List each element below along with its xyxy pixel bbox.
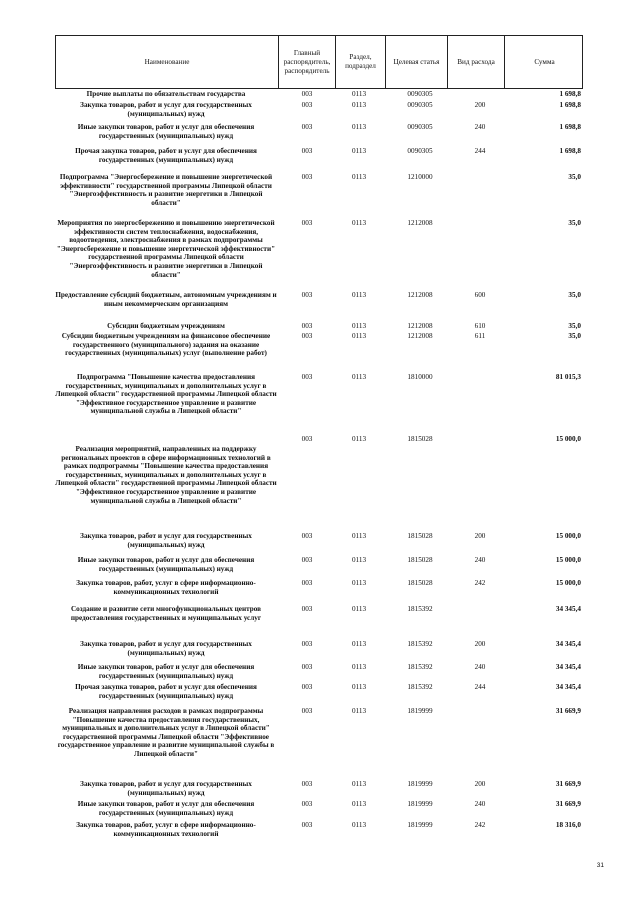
row-celevaya: 1819999 bbox=[407, 707, 433, 715]
row-celevaya: 1810000 bbox=[407, 373, 433, 381]
row-razdel: 0113 bbox=[351, 90, 367, 98]
row-sum: 34 345,4 bbox=[555, 663, 581, 671]
table-row bbox=[55, 821, 583, 841]
row-vid: 200 bbox=[474, 101, 486, 109]
table-row bbox=[55, 322, 583, 332]
row-celevaya: 0090305 bbox=[407, 101, 433, 109]
table-row bbox=[55, 683, 583, 707]
row-celevaya: 0090305 bbox=[407, 147, 433, 155]
row-name: Создание и развитие сети многофункциональных центров предоставления государственных и муниципальных услуг bbox=[70, 605, 262, 622]
row-sum: 34 345,4 bbox=[555, 605, 581, 613]
row-glavny: 003 bbox=[301, 683, 313, 691]
header-summa: Сумма bbox=[504, 36, 584, 88]
table-row bbox=[55, 173, 583, 219]
row-razdel: 0113 bbox=[351, 640, 367, 648]
row-sum: 35,0 bbox=[568, 322, 581, 330]
row-sum: 31 669,9 bbox=[555, 780, 581, 788]
row-celevaya: 1212008 bbox=[407, 332, 433, 340]
row-celevaya: 0090305 bbox=[407, 90, 433, 98]
row-vid: 200 bbox=[474, 532, 486, 540]
row-sum: 81 015,3 bbox=[555, 373, 581, 381]
row-celevaya: 1210000 bbox=[407, 173, 433, 181]
row-glavny: 003 bbox=[301, 780, 313, 788]
row-celevaya: 1815392 bbox=[407, 640, 433, 648]
header-vid: Вид расхода bbox=[447, 36, 504, 88]
row-razdel: 0113 bbox=[351, 707, 367, 715]
row-name: Иные закупки товаров, работ и услуг для обеспечения государственных (муниципальных) нужд bbox=[77, 556, 255, 573]
row-glavny: 003 bbox=[301, 707, 313, 715]
row-vid: 244 bbox=[474, 147, 486, 155]
row-razdel: 0113 bbox=[351, 332, 367, 340]
row-celevaya: 1815028 bbox=[407, 435, 433, 443]
row-name: Реализация направления расходов в рамках подпрограммы "Повышение качества предоставления государственных, муниципальных и дополнительных услуг в Липецкой области" государственной программы Липецкой области "Эффективное государственное управление и развитие муниципальной службы в Липецкой области" bbox=[57, 707, 275, 758]
row-razdel: 0113 bbox=[351, 291, 367, 299]
row-razdel: 0113 bbox=[351, 532, 367, 540]
row-vid: 611 bbox=[474, 332, 486, 340]
row-razdel: 0113 bbox=[351, 579, 367, 587]
table-row bbox=[55, 332, 583, 373]
table-row bbox=[55, 780, 583, 800]
row-glavny: 003 bbox=[301, 579, 313, 587]
row-glavny: 003 bbox=[301, 332, 313, 340]
row-razdel: 0113 bbox=[351, 683, 367, 691]
row-sum: 34 345,4 bbox=[555, 640, 581, 648]
row-name: Закупка товаров, работ и услуг для государственных (муниципальных) нужд bbox=[80, 532, 252, 549]
row-glavny: 003 bbox=[301, 435, 313, 443]
row-celevaya: 0090305 bbox=[407, 123, 433, 131]
row-razdel: 0113 bbox=[351, 373, 367, 381]
row-glavny: 003 bbox=[301, 800, 313, 808]
table-body bbox=[55, 90, 583, 841]
table-row bbox=[55, 90, 583, 101]
table-row bbox=[55, 605, 583, 640]
row-celevaya: 1819999 bbox=[407, 800, 433, 808]
row-razdel: 0113 bbox=[351, 821, 367, 829]
row-glavny: 003 bbox=[301, 532, 313, 540]
row-name: Иные закупки товаров, работ и услуг для обеспечения государственных (муниципальных) нужд bbox=[77, 123, 255, 140]
row-name: Прочая закупка товаров, работ и услуг для обеспечения государственных (муниципальных) нужд bbox=[75, 147, 257, 164]
row-glavny: 003 bbox=[301, 123, 313, 131]
row-name: Субсидии бюджетным учреждениям на финансовое обеспечение государственного (муниципального) задания на оказание государственных (муниципальных) услуг (выполнение работ) bbox=[61, 332, 271, 358]
row-glavny: 003 bbox=[301, 605, 313, 613]
row-razdel: 0113 bbox=[351, 147, 367, 155]
row-sum: 31 669,9 bbox=[555, 800, 581, 808]
row-celevaya: 1819999 bbox=[407, 821, 433, 829]
row-sum: 1 698,8 bbox=[559, 123, 581, 131]
row-name: Закупка товаров, работ и услуг для государственных (муниципальных) нужд bbox=[80, 780, 252, 797]
row-name: Мероприятия по энергосбережению и повышению энергетической эффективности систем теплоснабжения, водоснабжения, водоотведения, электроснабжения в рамках подпрограммы "Энергосбережение и повышение энергетической эффективности" государственной программы Липецкой области "Энергоэффективность и развитие энергетики в Липецкой области" bbox=[56, 219, 276, 279]
table-row bbox=[55, 101, 583, 123]
row-razdel: 0113 bbox=[351, 605, 367, 613]
row-vid: 240 bbox=[474, 663, 486, 671]
row-name: Закупка товаров, работ и услуг для государственных (муниципальных) нужд bbox=[80, 640, 252, 657]
row-glavny: 003 bbox=[301, 147, 313, 155]
row-celevaya: 1212008 bbox=[407, 219, 433, 227]
table-row bbox=[55, 663, 583, 683]
table-row bbox=[55, 219, 583, 291]
header-name: Наименование bbox=[144, 57, 190, 66]
row-vid: 200 bbox=[474, 640, 486, 648]
row-sum: 15 000,0 bbox=[555, 579, 581, 587]
header-celevaya: Целевая статья bbox=[385, 36, 447, 88]
row-razdel: 0113 bbox=[351, 173, 367, 181]
row-celevaya: 1212008 bbox=[407, 322, 433, 330]
row-sum: 1 698,8 bbox=[559, 147, 581, 155]
row-vid: 242 bbox=[474, 579, 486, 587]
row-razdel: 0113 bbox=[351, 556, 367, 564]
row-razdel: 0113 bbox=[351, 800, 367, 808]
row-name: Реализация мероприятий, направленных на поддержку региональных проектов в сфере информационных технологий в рамках подпрограммы "Повышение качества предоставления государственных, муниципальных и дополнительных услуг в Липецкой области" государственной программы Липецкой области "Эффективное государственное управление и развитие муниципальной службы в Липецкой области" bbox=[55, 445, 277, 505]
row-vid: 244 bbox=[474, 683, 486, 691]
row-name: Подпрограмма "Повышение качества предоставления государственных, муниципальных и дополнительных услуг в Липецкой области" государственной программы Липецкой области "Эффективное государственное управление и развитие муниципальной службы в Липецкой области" bbox=[55, 373, 277, 416]
row-razdel: 0113 bbox=[351, 101, 367, 109]
row-sum: 35,0 bbox=[568, 332, 581, 340]
row-sum: 35,0 bbox=[568, 291, 581, 299]
row-vid: 200 bbox=[474, 780, 486, 788]
row-sum: 18 316,0 bbox=[555, 821, 581, 829]
row-razdel: 0113 bbox=[351, 322, 367, 330]
table-row bbox=[55, 291, 583, 322]
table-row bbox=[55, 147, 583, 173]
row-glavny: 003 bbox=[301, 663, 313, 671]
row-glavny: 003 bbox=[301, 90, 313, 98]
table-header bbox=[55, 35, 583, 89]
table-row bbox=[55, 800, 583, 821]
row-celevaya: 1815028 bbox=[407, 579, 433, 587]
table-row bbox=[55, 579, 583, 605]
row-name: Закупка товаров, работ и услуг для государственных (муниципальных) нужд bbox=[80, 101, 252, 118]
row-sum: 15 000,0 bbox=[555, 435, 581, 443]
row-vid: 242 bbox=[474, 821, 486, 829]
row-name: Предоставление субсидий бюджетным, автономным учреждениям и иным некоммерческим организациям bbox=[55, 291, 277, 308]
row-glavny: 003 bbox=[301, 219, 313, 227]
table-row bbox=[55, 435, 583, 532]
row-celevaya: 1819999 bbox=[407, 780, 433, 788]
row-sum: 15 000,0 bbox=[555, 532, 581, 540]
row-vid: 610 bbox=[474, 322, 486, 330]
row-sum: 1 698,8 bbox=[559, 101, 581, 109]
row-sum: 15 000,0 bbox=[555, 556, 581, 564]
table-row bbox=[55, 123, 583, 147]
row-glavny: 003 bbox=[301, 322, 313, 330]
row-vid: 600 bbox=[474, 291, 486, 299]
row-vid: 240 bbox=[474, 556, 486, 564]
row-name: Субсидии бюджетным учреждениям bbox=[107, 322, 225, 330]
row-razdel: 0113 bbox=[351, 780, 367, 788]
table-row bbox=[55, 707, 583, 780]
row-sum: 34 345,4 bbox=[555, 683, 581, 691]
row-name: Прочие выплаты по обязательствам государства bbox=[86, 90, 246, 98]
row-vid: 240 bbox=[474, 123, 486, 131]
row-glavny: 003 bbox=[301, 556, 313, 564]
table-row bbox=[55, 373, 583, 435]
row-razdel: 0113 bbox=[351, 123, 367, 131]
row-celevaya: 1212008 bbox=[407, 291, 433, 299]
row-glavny: 003 bbox=[301, 373, 313, 381]
row-name: Прочая закупка товаров, работ и услуг для обеспечения государственных (муниципальных) нужд bbox=[75, 683, 257, 700]
row-vid: 240 bbox=[474, 800, 486, 808]
row-name: Закупка товаров, работ, услуг в сфере информационно-коммуникационных технологий bbox=[76, 579, 256, 596]
row-glavny: 003 bbox=[301, 173, 313, 181]
row-glavny: 003 bbox=[301, 291, 313, 299]
row-celevaya: 1815392 bbox=[407, 605, 433, 613]
page-number: 31 bbox=[596, 862, 604, 869]
row-sum: 35,0 bbox=[568, 219, 581, 227]
row-name: Закупка товаров, работ, услуг в сфере информационно-коммуникационных технологий bbox=[76, 821, 256, 838]
table-row bbox=[55, 556, 583, 579]
row-sum: 31 669,9 bbox=[555, 707, 581, 715]
header-glavny: Главный распорядитель, распорядитель bbox=[278, 36, 335, 88]
row-glavny: 003 bbox=[301, 101, 313, 109]
row-razdel: 0113 bbox=[351, 663, 367, 671]
row-name: Иные закупки товаров, работ и услуг для обеспечения государственных (муниципальных) нужд bbox=[77, 663, 255, 680]
table-row bbox=[55, 640, 583, 663]
row-name: Иные закупки товаров, работ и услуг для обеспечения государственных (муниципальных) нужд bbox=[77, 800, 255, 817]
row-glavny: 003 bbox=[301, 821, 313, 829]
table-row bbox=[55, 532, 583, 556]
row-sum: 35,0 bbox=[568, 173, 581, 181]
row-name: Подпрограмма "Энергосбережение и повышение энергетической эффективности" государственной программы Липецкой области "Энергоэффективность и развитие энергетики в Липецкой области" bbox=[59, 173, 273, 207]
row-razdel: 0113 bbox=[351, 219, 367, 227]
row-razdel: 0113 bbox=[351, 435, 367, 443]
row-celevaya: 1815028 bbox=[407, 532, 433, 540]
row-sum: 1 698,8 bbox=[559, 90, 581, 98]
row-celevaya: 1815392 bbox=[407, 663, 433, 671]
row-celevaya: 1815392 bbox=[407, 683, 433, 691]
row-glavny: 003 bbox=[301, 640, 313, 648]
row-celevaya: 1815028 bbox=[407, 556, 433, 564]
header-razdel: Раздел, подраздел bbox=[335, 36, 385, 88]
